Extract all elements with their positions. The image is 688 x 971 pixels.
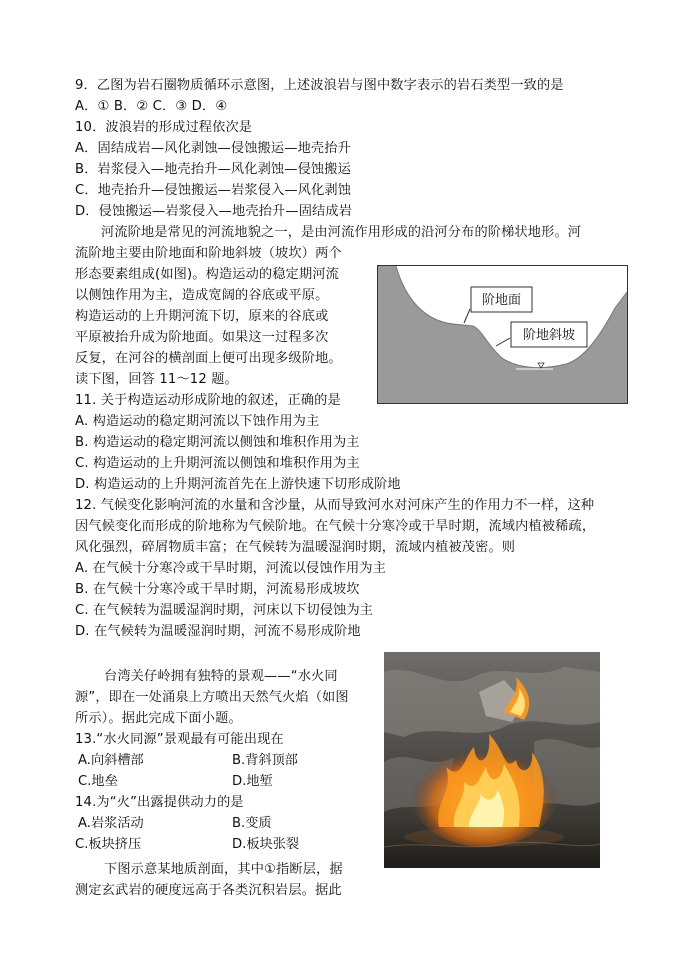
question-14-option-c: C.板块挤压 [75,837,142,852]
question-14-stem: 14.为“火”出露提供动力的是 [75,795,244,810]
passage-terrace-line: 河流阶地是常见的河流地貌之一，是由河流作用形成的沿河分布的阶梯状地形。河 [101,225,582,240]
question-14-option-b: B.变质 [232,816,272,831]
passage-terrace-line: 平原被抬升成为阶地面。如果这一过程多次 [75,330,329,345]
passage-terrace-line: 流阶地主要由阶地面和阶地斜坡（坡坎）两个 [75,246,342,261]
water-fire-photo [384,652,600,868]
passage-water-fire-line: 所示）。据此完成下面小题。 [75,711,242,726]
passage-water-fire-line: 台湾关仔岭拥有独特的景观——“水火同 [104,669,338,684]
question-10-stem: 10．波浪岩的形成过程依次是 [75,120,253,135]
passage-terrace-line: 以侧蚀作用为主，造成宽阔的谷底或平原。 [75,288,329,303]
question-11-option-d: D. 构造运动的上升期河流首先在上游快速下切形成阶地 [75,477,401,492]
question-10-option-b: B．岩浆侵入—地壳抬升—风化剥蚀—侵蚀搬运 [75,162,351,177]
question-12-option-b: B. 在气候十分寒冷或干旱时期，河流易形成坡坎 [75,582,360,597]
question-13-option-d: D.地堑 [232,774,273,789]
question-11-option-b: B. 构造运动的稳定期河流以侧蚀和堆积作用为主 [75,435,360,450]
question-13-option-a: A.向斜槽部 [78,753,144,768]
terrace-cross-section [378,266,627,403]
question-12-option-d: D. 在气候转为温暖湿润时期，河流不易形成阶地 [75,624,361,639]
question-11-option-c: C. 构造运动的上升期河流以侧蚀和堆积作用为主 [75,456,360,471]
question-14-option-d: D.板块张裂 [232,837,300,852]
passage-terrace-line: 形态要素组成(如图)。构造运动的稳定期河流 [75,267,340,282]
question-10-option-d: D．侵蚀搬运—岩浆侵入—地壳抬升—固结成岩 [75,204,353,219]
question-13-stem: 13.“水火同源”景观最有可能出现在 [75,732,284,747]
leader-line-terrace-surface [464,309,470,323]
leader-line-terrace-slope [496,338,510,346]
passage-terrace-line: 反复，在河谷的横剖面上便可出现多级阶地。 [75,351,342,366]
river-terrace-diagram [377,265,628,404]
label-terrace-slope: 阶地斜坡 [522,328,576,343]
passage-water-fire-line: 源”，即在一处涌泉上方喷出天然气火焰（如图 [75,690,349,705]
question-11-stem: 11. 关于构造运动形成阶地的叙述，正确的是 [75,393,341,408]
question-9-stem: 9．乙图为岩石圈物质循环示意图，上述波浪岩与图中数字表示的岩石类型一致的是 [75,78,564,93]
question-14-option-a: A.岩浆活动 [78,816,144,831]
question-11-option-a: A. 构造运动的稳定期河流以下蚀作用为主 [75,414,320,429]
passage-geologic-section-line: 下图示意某地质剖面，其中①指断层，据 [104,862,343,877]
passage-terrace-line: 构造运动的上升期河流下切，原来的谷底或 [75,309,329,324]
question-12-stem: 风化强烈，碎屑物质丰富；在气候转为温暖湿润时期，流域内植被茂密。则 [75,540,516,555]
label-terrace-surface: 阶地面 [481,293,522,308]
question-12-option-c: C. 在气候转为温暖湿润时期，河床以下切侵蚀为主 [75,603,374,618]
passage-geologic-section-line: 测定玄武岩的硬度远高于各类沉积岩层。据此 [75,883,342,898]
question-12-option-a: A. 在气候十分寒冷或干旱时期，河流以侵蚀作用为主 [75,561,387,576]
question-12-stem: 12. 气候变化影响河流的水量和含沙量，从而导致河水对河床产生的作用力不一样，这种 [75,498,595,513]
question-10-option-a: A．固结成岩—风化剥蚀—侵蚀搬运—地壳抬升 [75,141,351,156]
question-13-option-b: B.背斜顶部 [232,753,298,768]
passage-terrace-line: 读下图，回答 11～12 题。 [75,372,238,387]
question-13-option-c: C.地垒 [78,774,118,789]
question-10-option-c: C．地壳抬升—侵蚀搬运—岩浆侵入—风化剥蚀 [75,183,352,198]
question-12-stem: 因气候变化而形成的阶地称为气候阶地。在气候十分寒冷或干旱时期，流域内植被稀疏， [75,519,596,534]
question-9-options: A．① B．② C．③ D．④ [75,99,228,114]
